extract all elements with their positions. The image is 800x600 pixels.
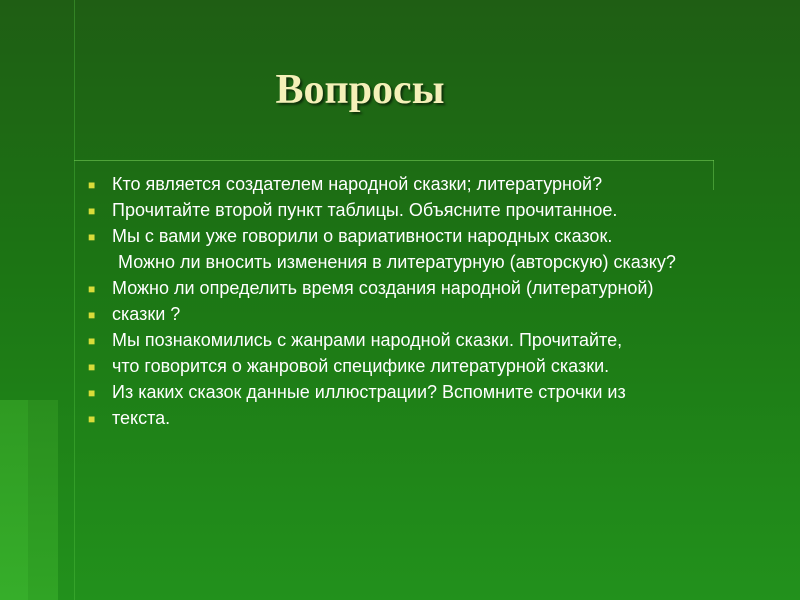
list-item (88, 382, 748, 403)
list-item (88, 278, 748, 299)
bullet-square-icon: ■ (88, 282, 96, 296)
decorative-panel-left-inner (28, 400, 58, 600)
decorative-panel-left (0, 400, 29, 600)
list-item (88, 226, 748, 247)
list-item-text: Из каких сказок данные иллюстрации? Вспомните строчки из (112, 382, 626, 402)
list-item (88, 252, 748, 273)
list-item (88, 330, 748, 351)
bullet-square-icon: ■ (88, 360, 96, 374)
list-item-text: Прочитайте второй пункт таблицы. Объясните прочитанное. (112, 200, 618, 220)
list-item-text: Мы познакомились с жанрами народной сказки. Прочитайте, (112, 330, 623, 350)
list-item-text: сказки ? (112, 304, 181, 324)
list-item-text: Мы с вами уже говорили о вариативности народных сказок. (112, 226, 613, 246)
list-item-text: текста. (112, 408, 171, 428)
list-item-text: Можно ли вносить изменения в литературную (авторскую) сказку? (118, 252, 676, 272)
list-item (88, 304, 748, 325)
list-item-text: Кто является создателем народной сказки; литературной? (112, 174, 603, 194)
list-item (88, 174, 748, 195)
list-item (88, 200, 748, 221)
bullet-square-icon: ■ (88, 178, 96, 192)
list-item-text: что говорится о жанровой специфике литературной сказки. (112, 356, 610, 376)
bullet-square-icon: ■ (88, 230, 96, 244)
bullet-square-icon: ■ (88, 334, 96, 348)
bullet-square-icon: ■ (88, 386, 96, 400)
bullet-square-icon: ■ (88, 412, 96, 426)
slide-title: Вопросы (275, 67, 445, 113)
bullet-square-icon: ■ (88, 204, 96, 218)
list-item (88, 356, 748, 377)
list-item (88, 408, 748, 429)
bullet-square-icon: ■ (88, 308, 96, 322)
question-list (88, 174, 748, 434)
title-divider-line (74, 160, 714, 161)
list-item-text: Можно ли определить время создания народной (литературной) (112, 278, 654, 298)
